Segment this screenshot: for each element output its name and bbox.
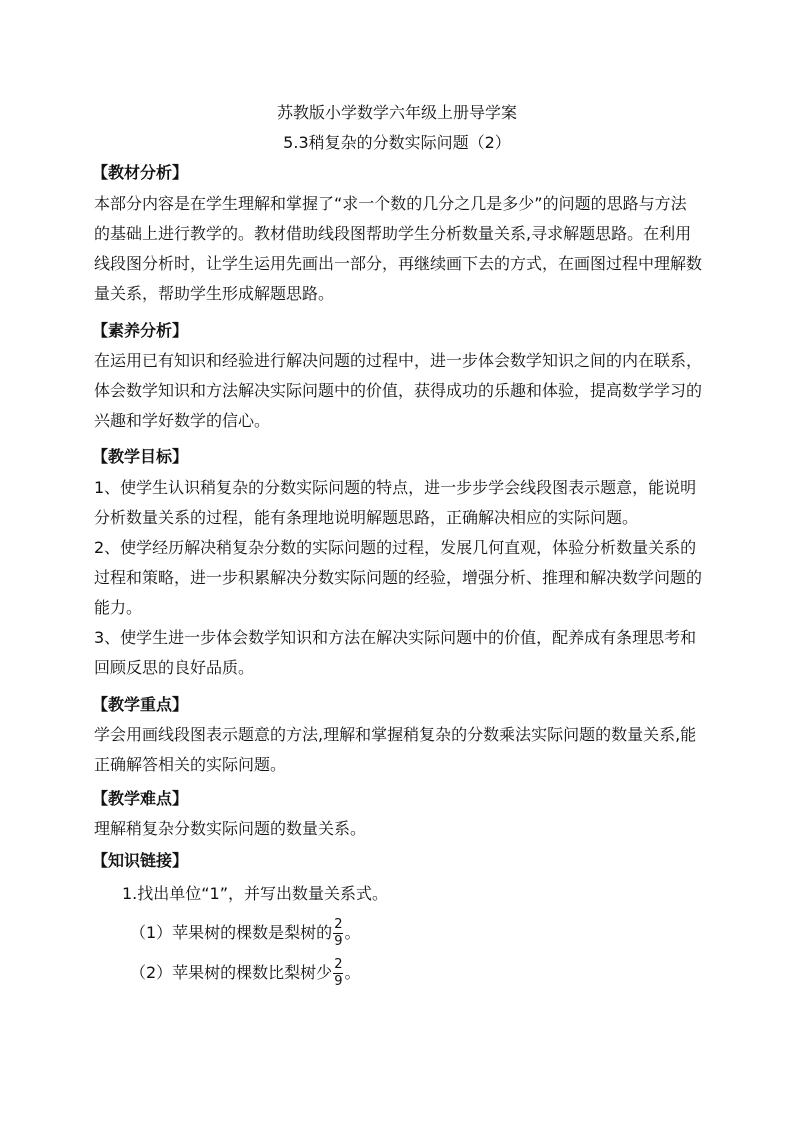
fraction-denominator: 9 [334, 934, 343, 949]
paragraph-line: 在运用已有知识和经验进行解决问题的过程中，进一步体会数学知识之间的内在联系， [94, 351, 703, 370]
paragraph-line: 回顾反思的良好品质。 [94, 658, 255, 677]
paragraph-line: 理解稍复杂分数实际问题的数量关系。 [94, 819, 367, 838]
section-body-teaching-objectives [94, 473, 714, 683]
paragraph-line: 的基础上进行教学的。教材借助线段图帮助学生分析数量关系,寻求解题思路。在利用 [94, 224, 692, 243]
paragraph-line: 兴趣和学好数学的信心。 [94, 411, 271, 430]
section-heading-teaching-objectives: 【教学目标】 [92, 447, 189, 466]
fraction [333, 918, 343, 949]
paragraph-line: 过程和策略，进一步积累解决分数实际问题的经验，增强分析、推理和解决数学问题的 [94, 568, 703, 587]
section-heading-literacy-analysis: 【素养分析】 [92, 321, 189, 340]
sub-item-text: （2）苹果树的棵数比梨树少 [130, 963, 333, 982]
paragraph-line: 本部分内容是在学生理解和掌握了“求一个数的几分之几是多少”的问题的思路与方法 [94, 194, 687, 213]
paragraph-line: 线段图分析时，让学生运用先画出一部分，再继续画下去的方式，在画图过程中理解数 [94, 254, 703, 273]
paragraph-line: 3、使学生进一步体会数学知识和方法在解决实际问题中的价值，配养成有条理思考和 [94, 628, 697, 647]
section-heading-teaching-difficulty: 【教学难点】 [92, 789, 189, 808]
section-heading-knowledge-link: 【知识链接】 [92, 851, 189, 870]
section-body-literacy-analysis [94, 346, 714, 436]
paragraph-line: 1、使学生认识稍复杂的分数实际问题的特点，进一步步学会线段图表示题意，能说明 [94, 478, 697, 497]
paragraph-line: 体会数学知识和方法解决实际问题中的价值，获得成功的乐趣和体验，提高数学学习的 [94, 381, 703, 400]
sub-item-text: （1）苹果树的棵数是梨树的 [130, 923, 333, 942]
paragraph-line: 分析数量关系的过程，能有条理地说明解题思路，正确解决相应的实际问题。 [94, 508, 639, 527]
paragraph-line: 2、使学经历解决稍复杂分数的实际问题的过程，发展几何直观，体验分析数量关系的 [94, 538, 697, 557]
section-heading-textbook-analysis: 【教材分析】 [92, 163, 189, 182]
fraction-numerator: 2 [334, 957, 343, 972]
section-heading-teaching-focus: 【教学重点】 [92, 695, 189, 714]
fraction-denominator: 9 [334, 974, 343, 989]
paragraph-line: 能力。 [94, 598, 143, 617]
knowledge-sub-item-2 [130, 958, 360, 989]
document-subtitle: 5.3稍复杂的分数实际问题（2） [283, 133, 511, 152]
paragraph-line: 量关系，帮助学生形成解题思路。 [94, 284, 335, 303]
section-body-teaching-focus [94, 720, 714, 780]
knowledge-sub-item-1 [130, 918, 360, 949]
paragraph-line: 正确解答相关的实际问题。 [94, 755, 287, 774]
section-body-textbook-analysis [94, 189, 714, 309]
knowledge-item-1: 1.找出单位“1”，并写出数量关系式。 [122, 884, 389, 903]
fraction-numerator: 2 [334, 917, 343, 932]
sub-item-end: 。 [344, 923, 361, 942]
section-body-teaching-difficulty [94, 814, 714, 844]
paragraph-line: 学会用画线段图表示题意的方法,理解和掌握稍复杂的分数乘法实际问题的数量关系,能 [94, 725, 697, 744]
document-title: 苏教版小学数学六年级上册导学案 [276, 103, 517, 122]
sub-item-end: 。 [344, 963, 361, 982]
fraction [333, 958, 343, 989]
